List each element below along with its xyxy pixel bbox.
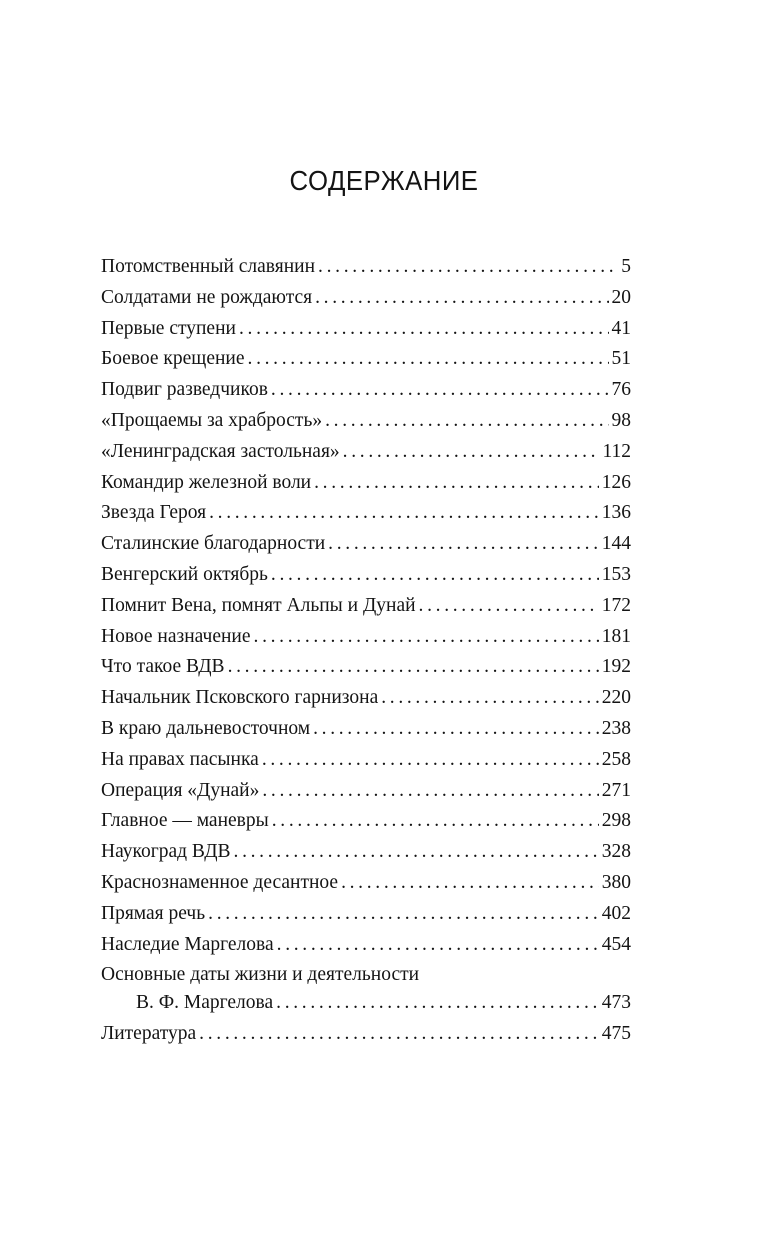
- leader-dots: [315, 283, 608, 314]
- toc-entry-page: 402: [601, 902, 631, 924]
- toc-entry-page: 192: [601, 656, 631, 678]
- leader-dots: [341, 868, 599, 899]
- toc-entry-page: 181: [601, 625, 631, 647]
- toc-entry: [101, 868, 631, 899]
- toc-entry: [101, 622, 631, 653]
- toc-entry-title-line2: В. Ф. Маргелова: [136, 992, 274, 1014]
- toc-entry-title: Подвиг разведчиков: [101, 379, 268, 401]
- toc-entry-title: Наукоград ВДВ: [101, 841, 231, 863]
- leader-dots: [276, 988, 599, 1019]
- toc-entry-page: 172: [601, 594, 631, 616]
- toc-entry: [101, 252, 631, 283]
- leader-dots: [271, 375, 609, 406]
- toc-entry: [101, 591, 631, 622]
- toc-entry-page: 41: [611, 317, 631, 339]
- toc-entry-page: 126: [601, 471, 631, 493]
- toc-entry-page: 473: [601, 992, 631, 1014]
- toc-entry: [101, 652, 631, 683]
- leader-dots: [208, 899, 599, 930]
- leader-dots: [262, 745, 599, 776]
- toc-entry: [101, 776, 631, 807]
- toc-entry-title: Новое назначение: [101, 625, 251, 647]
- table-of-contents: [101, 252, 631, 1050]
- toc-entry-title: Главное — маневры: [101, 810, 269, 832]
- toc-entry-page: 112: [602, 440, 631, 462]
- leader-dots: [277, 930, 599, 961]
- toc-entry: [101, 560, 631, 591]
- toc-entry-title: Наследие Маргелова: [101, 933, 274, 955]
- toc-entry: [101, 437, 631, 468]
- leader-dots: [272, 806, 599, 837]
- toc-entry: [101, 745, 631, 776]
- toc-entry-title: Звезда Героя: [101, 502, 207, 524]
- leader-dots: [343, 437, 600, 468]
- toc-entry: [101, 283, 631, 314]
- toc-entry: [101, 314, 631, 345]
- toc-entry: [101, 529, 631, 560]
- leader-dots: [199, 1019, 599, 1050]
- leader-dots: [318, 252, 618, 283]
- leader-dots: [228, 652, 599, 683]
- toc-entry-title: Помнит Вена, помнят Альпы и Дунай: [101, 594, 416, 616]
- toc-entry-page: 258: [601, 748, 631, 770]
- leader-dots: [419, 591, 599, 622]
- toc-entry: [101, 806, 631, 837]
- leader-dots: [325, 406, 608, 437]
- toc-entry-page: 380: [601, 871, 631, 893]
- toc-entry-title: «Прощаемы за храбрость»: [101, 409, 323, 431]
- toc-entry-title: Прямая речь: [101, 902, 206, 924]
- toc-entry-page: 153: [601, 563, 631, 585]
- toc-entry-title: Что такое ВДВ: [101, 656, 225, 678]
- toc-entry-page: 20: [611, 286, 631, 308]
- toc-entry-line2: [101, 988, 631, 1019]
- toc-entry-page: 454: [601, 933, 631, 955]
- toc-entry-page: 76: [611, 379, 631, 401]
- toc-entry-title-line1: Основные даты жизни и деятельности: [101, 964, 420, 986]
- toc-entry-title: Сталинские благодарности: [101, 533, 326, 555]
- toc-entry-page: 51: [611, 348, 631, 370]
- toc-entry-title: Солдатами не рождаются: [101, 286, 313, 308]
- toc-entry: [101, 406, 631, 437]
- toc-entry-title: Потомственный славянин: [101, 256, 316, 277]
- toc-entry-title: Первые ступени: [101, 317, 236, 339]
- toc-entry-title: Операция «Дунай»: [101, 779, 260, 801]
- toc-entry-multiline: [101, 962, 631, 1019]
- toc-entry-page: 475: [601, 1023, 631, 1045]
- leader-dots: [234, 837, 599, 868]
- toc-entry-title: Краснознаменное десантное: [101, 871, 339, 893]
- toc-entry-title: Командир железной воли: [101, 471, 312, 493]
- toc-entry-page: 220: [601, 687, 631, 709]
- toc-entry: [101, 375, 631, 406]
- leader-dots: [271, 560, 599, 591]
- toc-entry-title: Литература: [101, 1023, 197, 1045]
- toc-entry: [101, 714, 631, 745]
- toc-entry: [101, 683, 631, 714]
- toc-entry-page: 271: [601, 779, 631, 801]
- leader-dots: [313, 714, 599, 745]
- toc-entry-page: 238: [601, 717, 631, 739]
- toc-entry-title: Начальник Псковского гарнизона: [101, 687, 379, 709]
- toc-entry: [101, 498, 631, 529]
- leader-dots: [262, 776, 598, 807]
- toc-entry-title: Венгерский октябрь: [101, 563, 268, 585]
- leader-dots: [381, 683, 599, 714]
- leader-dots: [239, 314, 609, 345]
- leader-dots: [248, 344, 609, 375]
- page-title: СОДЕРЖАНИЕ: [289, 165, 479, 196]
- toc-entry-title: В краю дальневосточном: [101, 717, 311, 739]
- toc-entry: [101, 930, 631, 961]
- leader-dots: [314, 468, 599, 499]
- toc-entry-page: 144: [601, 533, 631, 555]
- toc-entry-page: 98: [611, 409, 631, 431]
- toc-entry: [101, 468, 631, 499]
- leader-dots: [328, 529, 599, 560]
- toc-entry-title: «Ленинградская застольная»: [101, 440, 340, 462]
- toc-entry: [101, 837, 631, 868]
- toc-entry-page: 328: [601, 841, 631, 863]
- toc-entry-title: Боевое крещение: [101, 348, 245, 370]
- toc-entry-page: 136: [601, 502, 631, 524]
- toc-entry-title: На правах пасынка: [101, 748, 259, 770]
- toc-entry: [101, 899, 631, 930]
- toc-entry: [101, 344, 631, 375]
- toc-entry: [101, 1019, 631, 1050]
- leader-dots: [209, 498, 599, 529]
- leader-dots: [254, 622, 599, 653]
- toc-entry-page: 5: [621, 256, 631, 277]
- toc-entry-page: 298: [601, 810, 631, 832]
